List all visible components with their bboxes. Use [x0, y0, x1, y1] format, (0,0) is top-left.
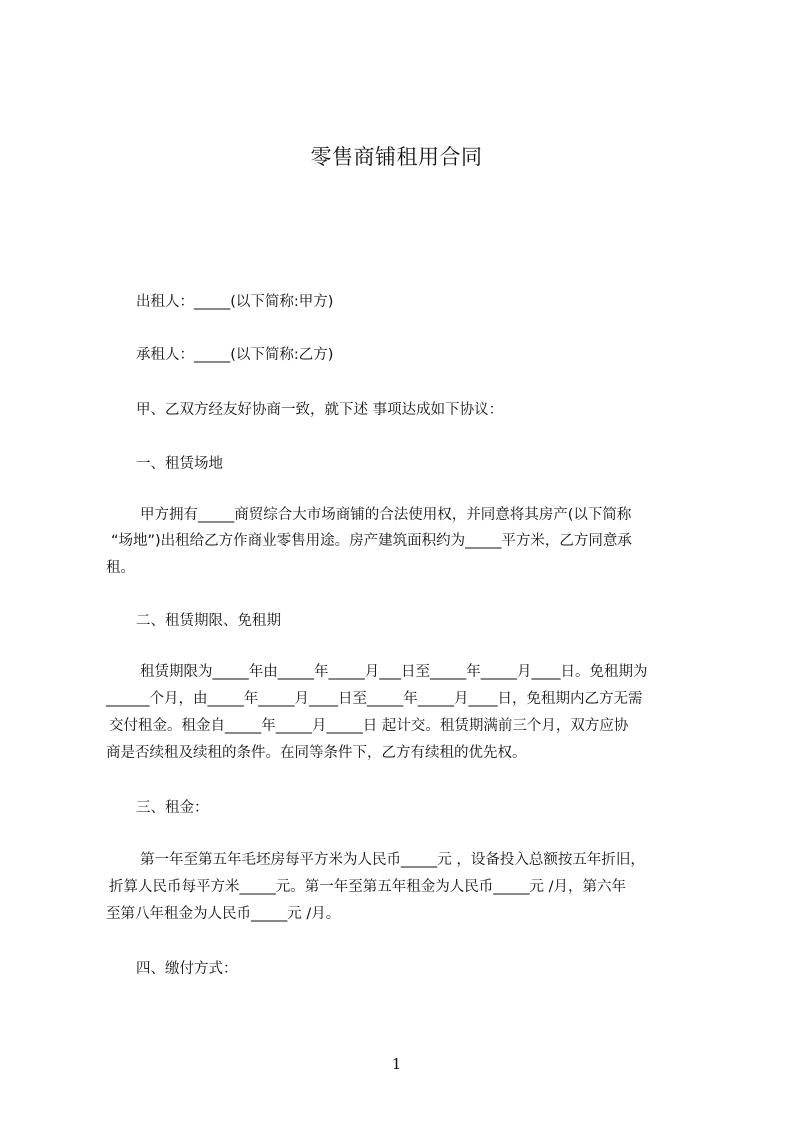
- section-2-line-2: ______个月，由_____年_____月____日至_____年_____月____日，免租期内乙方无需: [106, 691, 643, 707]
- section-heading-3: 三、租金：: [136, 800, 209, 816]
- page-number: 1: [391, 1055, 402, 1073]
- section-1-line-3: 租。: [106, 560, 135, 576]
- section-1-line-2: “场地”)出租给乙方作商业零售用途。房产建筑面积约为_____平方米，乙方同意承: [111, 533, 632, 549]
- section-heading-1: 一、租赁场地: [136, 456, 223, 472]
- section-2-line-4: 商是否续租及续租的条件。在同等条件下，乙方有续租的优先权。: [106, 745, 527, 761]
- lessee-line: 承租人：_____(以下简称:乙方): [136, 347, 334, 363]
- section-2-line-1: 租赁期限为_____年由_____年_____月___日至_____年_____月____日。免租期为: [140, 664, 648, 680]
- section-heading-4: 四、缴付方式：: [136, 961, 238, 977]
- section-3-line-1: 第一年至第五年毛坯房每平方米为人民币_____元 ，设备投入总额按五年折旧，: [140, 852, 645, 868]
- section-3-line-2: 折算人民币每平方米_____元。第一年至第五年租金为人民币_____元 /月，第六年: [109, 879, 626, 895]
- document-title: 零售商铺租用合同: [310, 145, 483, 169]
- section-heading-2: 二、租赁期限、免租期: [136, 613, 281, 629]
- section-1-line-1: 甲方拥有_____商贸综合大市场商铺的合法使用权，并同意将其房产(以下简称: [140, 507, 632, 523]
- section-3-line-3: 至第八年租金为人民币_____元 /月。: [106, 906, 341, 922]
- lessor-line: 出租人：_____(以下简称:甲方): [136, 294, 334, 310]
- intro-paragraph: 甲、乙双方经友好协商一致，就下述 事项达成如下协议：: [136, 402, 504, 418]
- section-2-line-3: 交付租金。租金自_____年_____月_____日 起计交。租赁期满前三个月，双方应协: [109, 718, 629, 734]
